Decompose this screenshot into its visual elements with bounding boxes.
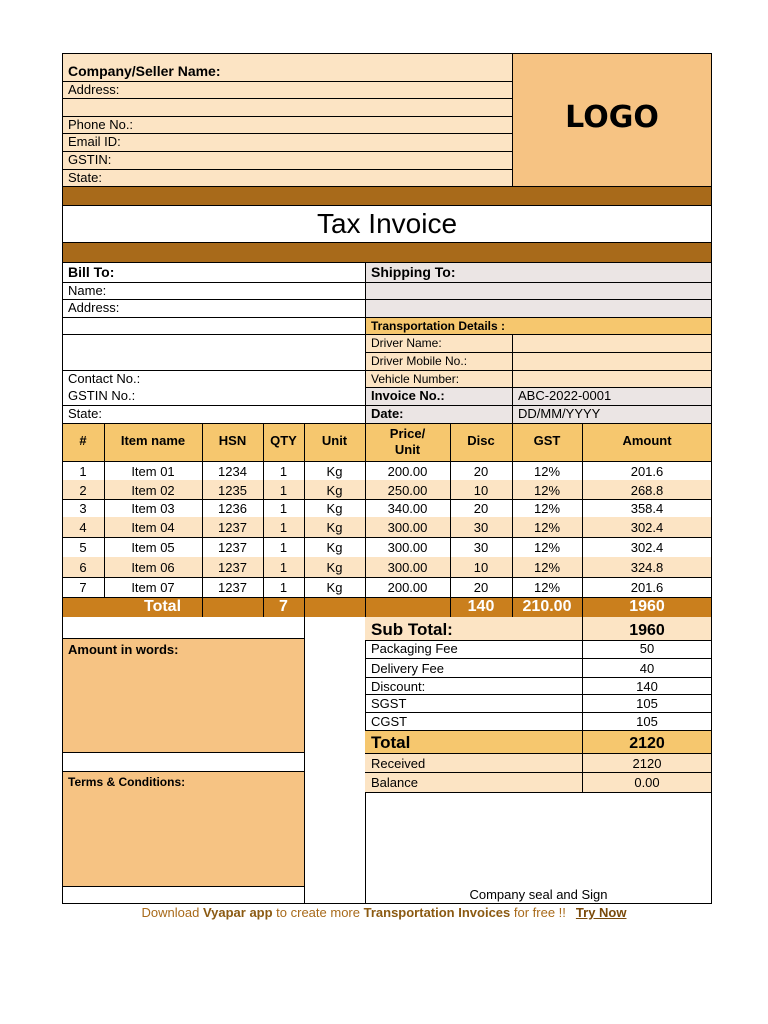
try-now-link[interactable]: Try Now <box>575 905 627 920</box>
header-col-qty: QTY <box>270 433 297 448</box>
table-cell-price[interactable]: 340.00 <box>387 501 428 516</box>
title-band-bottom <box>62 242 712 262</box>
table-cell-hsn[interactable]: 1235 <box>218 483 247 498</box>
table-cell-qty[interactable]: 1 <box>279 580 288 595</box>
header-col-number: # <box>79 433 87 448</box>
transport-heading: Transportation Details : <box>371 319 506 333</box>
table-cell-unit[interactable]: Kg <box>326 520 343 535</box>
items-total-qty: 7 <box>279 598 288 615</box>
header-col-gst: GST <box>533 433 561 448</box>
received-value[interactable]: 2120 <box>632 756 662 771</box>
table-cell-disc[interactable]: 20 <box>473 501 489 516</box>
table-cell-unit[interactable]: Kg <box>326 560 343 575</box>
header-col-item-name: Item name <box>120 433 186 448</box>
table-cell-price[interactable]: 300.00 <box>387 540 428 555</box>
terms-label: Terms & Conditions: <box>68 775 186 789</box>
table-cell-amount[interactable]: 268.8 <box>630 483 664 498</box>
table-cell-item-name[interactable]: Item 06 <box>131 560 175 575</box>
table-cell-disc[interactable]: 10 <box>473 483 489 498</box>
subtotal-value: 1960 <box>629 622 665 639</box>
table-cell-unit[interactable]: Kg <box>326 483 343 498</box>
table-cell-unit[interactable]: Kg <box>326 580 343 595</box>
header-col-price: Price/ Unit <box>389 426 426 457</box>
table-cell-item-name[interactable]: Item 01 <box>131 464 175 479</box>
table-cell-item-name[interactable]: Item 07 <box>131 580 175 595</box>
table-cell-price[interactable]: 200.00 <box>387 464 428 479</box>
table-cell-gst[interactable]: 12% <box>533 560 561 575</box>
table-cell-unit[interactable]: Kg <box>326 501 343 516</box>
vehicle-number-label: Vehicle Number: <box>371 372 460 386</box>
table-cell-qty[interactable]: 1 <box>279 464 288 479</box>
table-cell-price[interactable]: 250.00 <box>387 483 428 498</box>
table-cell-hsn[interactable]: 1237 <box>218 540 247 555</box>
table-cell-number[interactable]: 5 <box>79 540 87 555</box>
header-col-disc: Disc <box>467 433 495 448</box>
table-cell-number[interactable]: 2 <box>79 483 87 498</box>
sgst-label: SGST <box>371 696 407 711</box>
table-cell-amount[interactable]: 302.4 <box>630 520 664 535</box>
company-seal-label: Company seal and Sign <box>469 887 608 902</box>
title-band-top <box>62 186 712 205</box>
table-cell-gst[interactable]: 12% <box>533 483 561 498</box>
seller-state-label: State: <box>68 170 102 185</box>
date-label: Date: <box>371 406 404 421</box>
packaging-fee-label: Packaging Fee <box>371 641 458 656</box>
table-cell-disc[interactable]: 20 <box>473 580 489 595</box>
table-cell-number[interactable]: 4 <box>79 520 87 535</box>
bill-address-label: Address: <box>68 300 120 315</box>
table-cell-qty[interactable]: 1 <box>279 483 288 498</box>
balance-value: 0.00 <box>634 775 660 790</box>
table-cell-gst[interactable]: 12% <box>533 540 561 555</box>
items-total-disc: 140 <box>467 598 495 615</box>
table-cell-amount[interactable]: 302.4 <box>630 540 664 555</box>
logo-text: LOGO <box>565 101 659 135</box>
table-cell-price[interactable]: 300.00 <box>387 560 428 575</box>
table-cell-qty[interactable]: 1 <box>279 560 288 575</box>
bill-state-label: State: <box>68 406 102 421</box>
table-cell-price[interactable]: 200.00 <box>387 580 428 595</box>
table-cell-gst[interactable]: 12% <box>533 520 561 535</box>
table-cell-disc[interactable]: 20 <box>473 464 489 479</box>
invoice-no-value[interactable]: ABC-2022-0001 <box>518 388 612 403</box>
amount-in-words-label: Amount in words: <box>68 642 179 657</box>
table-cell-item-name[interactable]: Item 05 <box>131 540 175 555</box>
header-col-amount: Amount <box>622 433 672 448</box>
header-col-hsn: HSN <box>218 433 247 448</box>
table-cell-qty[interactable]: 1 <box>279 520 288 535</box>
driver-name-label: Driver Name: <box>371 336 442 350</box>
table-cell-number[interactable]: 7 <box>79 580 87 595</box>
balance-label: Balance <box>371 775 418 790</box>
table-cell-disc[interactable]: 30 <box>473 540 489 555</box>
cgst-value: 105 <box>636 714 658 729</box>
footer-app-name: Vyapar app <box>202 905 273 920</box>
table-cell-hsn[interactable]: 1237 <box>218 560 247 575</box>
seller-email-label: Email ID: <box>68 134 121 149</box>
bill-to-heading: Bill To: <box>68 264 115 280</box>
driver-mobile-label: Driver Mobile No.: <box>371 354 468 368</box>
table-cell-item-name[interactable]: Item 02 <box>131 483 175 498</box>
grand-total-label: Total <box>371 733 411 752</box>
table-cell-number[interactable]: 6 <box>79 560 87 575</box>
table-cell-unit[interactable]: Kg <box>326 540 343 555</box>
cgst-label: CGST <box>371 714 408 729</box>
sgst-value: 105 <box>636 696 658 711</box>
table-cell-gst[interactable]: 12% <box>533 501 561 516</box>
discount-value[interactable]: 140 <box>636 679 658 694</box>
delivery-fee-label: Delivery Fee <box>371 661 444 676</box>
seller-gstin-label: GSTIN: <box>68 152 112 167</box>
invoice-title: Tax Invoice <box>316 208 458 239</box>
seller-address-label: Address: <box>68 82 120 97</box>
table-cell-gst[interactable]: 12% <box>533 580 561 595</box>
footer-product-name: Transportation Invoices <box>363 905 511 920</box>
company-name-label: Company/Seller Name: <box>68 63 221 79</box>
delivery-fee-value[interactable]: 40 <box>639 661 655 676</box>
table-cell-price[interactable]: 300.00 <box>387 520 428 535</box>
table-cell-hsn[interactable]: 1234 <box>218 464 247 479</box>
packaging-fee-value[interactable]: 50 <box>639 641 655 656</box>
table-cell-disc[interactable]: 10 <box>473 560 489 575</box>
subtotal-label: Sub Total: <box>371 620 453 639</box>
grand-total-value: 2120 <box>629 735 665 752</box>
invoice-no-label: Invoice No.: <box>371 388 445 403</box>
discount-label: Discount: <box>371 679 426 694</box>
bill-gstin-label: GSTIN No.: <box>68 388 136 403</box>
table-cell-item-name[interactable]: Item 04 <box>131 520 175 535</box>
table-cell-amount[interactable]: 324.8 <box>630 560 664 575</box>
table-cell-hsn[interactable]: 1236 <box>218 501 247 516</box>
header-col-unit: Unit <box>321 433 348 448</box>
table-cell-qty[interactable]: 1 <box>279 501 288 516</box>
items-total-amount: 1960 <box>629 598 665 615</box>
table-cell-gst[interactable]: 12% <box>533 464 561 479</box>
table-cell-amount[interactable]: 201.6 <box>630 464 664 479</box>
table-cell-number[interactable]: 3 <box>79 501 87 516</box>
table-cell-disc[interactable]: 30 <box>473 520 489 535</box>
shipping-heading: Shipping To: <box>371 264 456 280</box>
table-cell-amount[interactable]: 358.4 <box>630 501 664 516</box>
footer-text-1: Download <box>141 905 203 920</box>
table-cell-number[interactable]: 1 <box>79 464 87 479</box>
table-cell-hsn[interactable]: 1237 <box>218 520 247 535</box>
table-cell-unit[interactable]: Kg <box>326 464 343 479</box>
bill-name-label: Name: <box>68 283 107 298</box>
footer-promo <box>0 905 768 920</box>
received-label: Received <box>371 756 426 771</box>
table-cell-qty[interactable]: 1 <box>279 540 288 555</box>
bill-contact-label: Contact No.: <box>68 371 141 386</box>
invoice-sheet <box>62 53 712 904</box>
seller-phone-label: Phone No.: <box>68 117 134 132</box>
table-cell-hsn[interactable]: 1237 <box>218 580 247 595</box>
table-cell-amount[interactable]: 201.6 <box>630 580 664 595</box>
table-cell-item-name[interactable]: Item 03 <box>131 501 175 516</box>
date-value[interactable]: DD/MM/YYYY <box>518 406 601 421</box>
footer-text-2: to create more <box>272 905 364 920</box>
footer-text-3: for free !! <box>510 905 566 920</box>
items-total-label: Total <box>143 598 182 615</box>
items-total-gst: 210.00 <box>522 598 572 615</box>
